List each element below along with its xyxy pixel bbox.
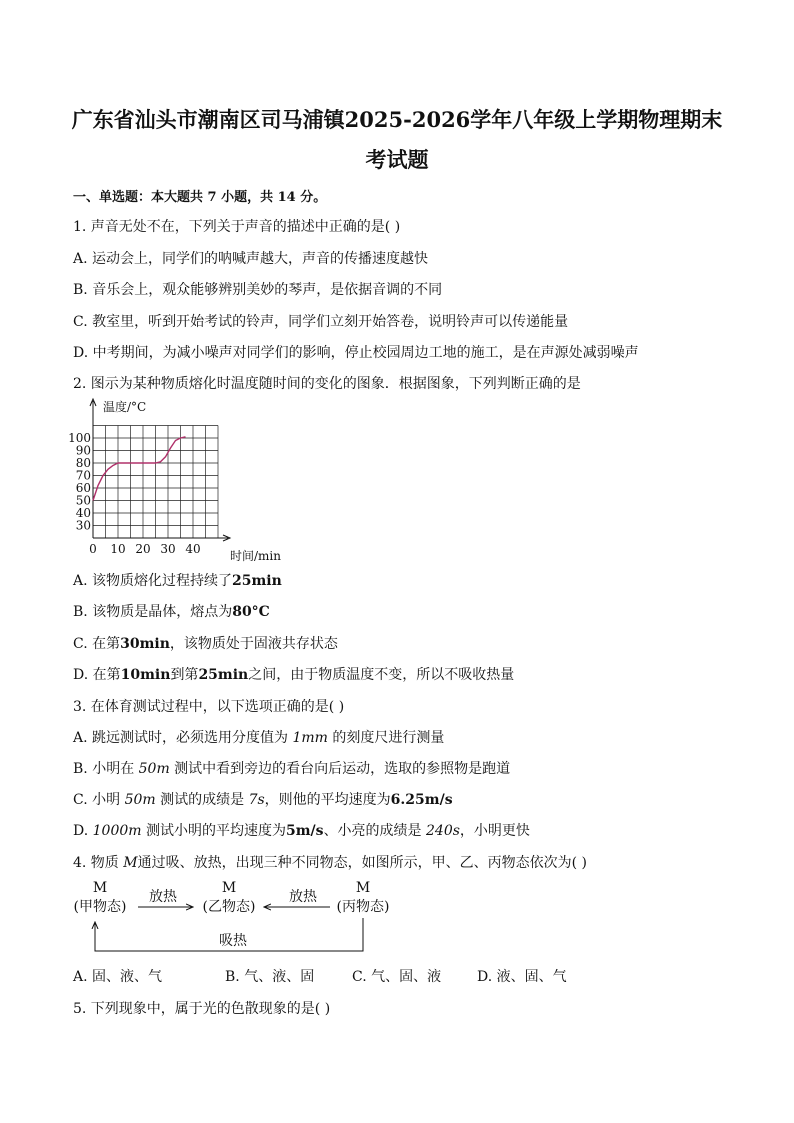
- q3-option-b-text: B. 小明在: [73, 761, 139, 777]
- q3-option-c: [73, 789, 453, 809]
- q4-options: [73, 966, 567, 986]
- q5-stem: 5. 下列现象中，属于光的色散现象的是( ): [73, 1001, 331, 1017]
- state-2-label: (乙物态): [202, 899, 256, 915]
- q3-option-c-text: C. 小明: [73, 792, 125, 808]
- q3-option-d-value1: 1000m: [92, 823, 142, 839]
- q4-stem: [73, 852, 587, 872]
- q2-option-a-value: 25min: [232, 573, 282, 589]
- q4-option-c: C. 气、固、液: [352, 969, 442, 985]
- q2-stem: 2. 图示为某种物质熔化时温度随时间的变化的图象．根据图象，下列判断正确的是: [73, 376, 581, 392]
- chart-x-ticks: [89, 542, 200, 556]
- q4-option-b: B. 气、液、固: [225, 969, 315, 985]
- q3-option-a: [73, 727, 444, 747]
- q2-option-c-value: 30min: [120, 636, 170, 652]
- q2-option-d-text: D. 在第: [73, 667, 121, 683]
- melting-curve-chart: [66, 395, 296, 565]
- q3-option-d-mid2: 、小亮的成绩是: [323, 823, 427, 839]
- q4-option-a: A. 固、液、气: [73, 969, 163, 985]
- state-3-symbol: M: [355, 880, 371, 896]
- q2-option-b-value: 80°C: [232, 604, 270, 620]
- arrow-1-label: 放热: [149, 889, 177, 905]
- state-change-diagram: [66, 876, 406, 956]
- chart-y-ticks: [68, 431, 91, 533]
- q3-option-c-mid2: ，则他的平均速度为: [264, 792, 391, 808]
- chart-axes: [90, 399, 230, 541]
- q1-option-c: C. 教室里，听到开始考试的铃声，同学们立刻开始答卷，说明铃声可以传递能量: [73, 314, 569, 330]
- x-tick-label: 30: [160, 542, 176, 556]
- q3-option-d-rest: ，小明更快: [459, 823, 530, 839]
- section-heading: 一、单选题：本大题共 7 小题，共 14 分。: [73, 190, 327, 205]
- chart-grid: [93, 426, 218, 539]
- state-1-symbol: M: [92, 880, 108, 896]
- y-tick-label: 90: [75, 443, 91, 458]
- q3-option-b-value: 50m: [138, 761, 170, 777]
- q1-option-b: B. 音乐会上，观众能够辨别美妙的琴声，是依据音调的不同: [73, 282, 443, 298]
- q3-option-d-value3: 240s: [426, 823, 460, 839]
- q2-option-c-text: C. 在第: [73, 636, 121, 652]
- q4-stem-text: 4. 物质: [73, 855, 124, 871]
- y-tick-label: 70: [75, 468, 91, 483]
- q4-option-d: D. 液、固、气: [477, 969, 567, 985]
- q3-option-b: [73, 758, 510, 778]
- x-tick-label: 0: [89, 542, 97, 556]
- q3-option-c-value1: 50m: [124, 792, 156, 808]
- chart-y-axis-label: 温度/°C: [103, 400, 147, 414]
- q3-option-a-text: A. 跳远测试时，必须选用分度值为: [73, 730, 293, 746]
- q2-option-b: [73, 601, 270, 621]
- q2-option-d-rest: 之间，由于物质温度不变，所以不吸收热量: [248, 667, 515, 683]
- page-title-cont: 考试题: [365, 147, 429, 172]
- q3-option-c-mid: 测试的成绩是: [155, 792, 249, 808]
- q2-option-d-value1: 10min: [120, 667, 171, 683]
- q3-option-b-rest: 测试中看到旁边的看台向后运动，选取的参照物是跑道: [169, 761, 511, 777]
- q3-option-d-mid: 测试小明的平均速度为: [141, 823, 286, 839]
- arrow-3-label: 吸热: [219, 933, 247, 949]
- chart-x-axis-label: 时间/min: [230, 549, 281, 563]
- q3-option-a-rest: 的刻度尺进行测量: [327, 730, 445, 746]
- x-tick-label: 20: [135, 542, 151, 556]
- x-tick-label: 10: [110, 542, 126, 556]
- y-tick-label: 30: [75, 518, 91, 533]
- q3-stem: 3. 在体育测试过程中，以下选项正确的是( ): [73, 699, 345, 715]
- q1-option-a: A. 运动会上，同学们的呐喊声越大，声音的传播速度越快: [73, 251, 429, 267]
- state-1-label: (甲物态): [73, 899, 127, 915]
- q2-option-a: [73, 570, 282, 590]
- y-tick-label: 80: [75, 456, 91, 470]
- arrow-2-label: 放热: [289, 889, 317, 905]
- chart-series-line: [93, 437, 186, 501]
- state-2-symbol: M: [221, 880, 237, 896]
- q3-option-c-value2: 7s: [248, 792, 265, 808]
- y-tick-label: 60: [75, 481, 91, 495]
- q3-option-d-value2: 5m/s: [286, 823, 324, 839]
- q3-option-a-value: 1mm: [292, 730, 328, 746]
- state-3-label: (丙物态): [336, 899, 390, 915]
- q3-option-c-value3: 6.25m/s: [390, 792, 453, 808]
- q2-option-c: [73, 633, 338, 653]
- q3-option-d-text: D.: [73, 823, 93, 839]
- page-title: 广东省汕头市潮南区司马浦镇2025-2026学年八年级上学期物理期末: [71, 107, 723, 132]
- q2-option-b-text: B. 该物质是晶体，熔点为: [73, 604, 233, 620]
- q1-stem: 1. 声音无处不在，下列关于声音的描述中正确的是( ): [73, 219, 401, 235]
- q2-option-d-value2: 25min: [198, 667, 249, 683]
- q4-stem-rest: 通过吸、放热，出现三种不同物态，如图所示，甲、乙、丙物态依次为( ): [137, 855, 587, 871]
- q2-option-a-text: A. 该物质熔化过程持续了: [73, 573, 233, 589]
- q4-stem-variable: M: [123, 855, 138, 871]
- q2-option-d-mid: 到第: [170, 667, 199, 683]
- q3-option-d: [73, 820, 530, 840]
- x-tick-label: 40: [185, 542, 201, 556]
- y-tick-label: 40: [75, 506, 91, 520]
- q2-option-c-rest: ，该物质处于固液共存状态: [169, 636, 338, 652]
- y-tick-label: 100: [68, 431, 91, 445]
- y-tick-label: 50: [75, 493, 91, 508]
- q2-option-d: [73, 664, 514, 684]
- q1-option-d: D. 中考期间，为减小噪声对同学们的影响，停止校园周边工地的施工，是在声源处减弱噪声: [73, 345, 639, 361]
